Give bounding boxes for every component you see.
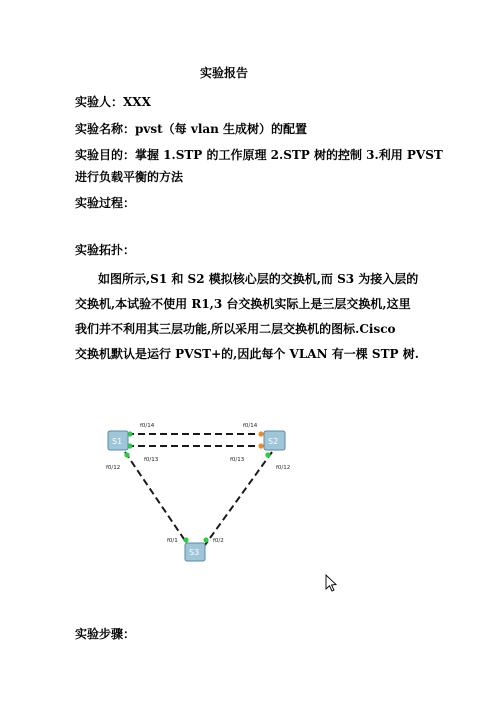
experimenter-line: 实验人：XXX xyxy=(75,95,151,109)
port-label-s2-f012: f0/12 xyxy=(276,465,291,471)
experiment-name-line: 实验名称：pvst（每 vlan 生成树）的配置 xyxy=(75,122,308,136)
mouse-cursor-icon xyxy=(326,575,336,591)
port-label-s2-f014: f0/14 xyxy=(243,423,258,429)
experiment-process-heading: 实验过程： xyxy=(75,196,136,210)
experiment-steps-heading: 实验步骤： xyxy=(75,627,136,641)
experiment-goal-line-2: 进行负载平衡的方法 xyxy=(75,170,184,184)
switch-s1-label: S1 xyxy=(112,437,123,446)
port-indicator-s2-mid xyxy=(258,443,263,448)
paragraph-line-4: 交换机默认是运行 PVST+的,因此每个 VLAN 有一棵 STP 树. xyxy=(75,347,419,361)
paragraph-line-1: 如图所示,S1 和 S2 模拟核心层的交换机,而 S3 为接入层的 xyxy=(98,272,419,286)
port-label-s3-f01: f0/1 xyxy=(167,538,178,544)
paragraph-line-3: 我们并不利用其三层功能,所以采用二层交换机的图标.Cisco xyxy=(75,322,396,336)
switch-s2 xyxy=(264,431,285,450)
port-indicator-s1-left xyxy=(124,452,129,457)
switch-s2-label: S2 xyxy=(268,437,279,446)
link-s2-s3 xyxy=(205,452,272,545)
experiment-goal-line-1: 实验目的：掌握 1.STP 的工作原理 2.STP 树的控制 3.利用 PVST xyxy=(75,148,443,162)
paragraph-line-2: 交换机,本试验不使用 R1,3 台交换机实际上是三层交换机,这里 xyxy=(75,297,411,311)
switch-s1 xyxy=(108,431,128,450)
port-indicator-s2-top xyxy=(258,431,263,436)
port-indicator-s3-left xyxy=(183,537,188,542)
port-label-s2-f013: f0/13 xyxy=(230,457,245,463)
port-label-s1-f013: f0/13 xyxy=(144,457,159,463)
port-label-s3-f02: f0/2 xyxy=(213,538,224,544)
switch-s3-label: S3 xyxy=(189,548,200,557)
link-s1-s3 xyxy=(125,452,188,545)
topology-heading: 实验拓扑： xyxy=(75,243,136,257)
port-indicator-s2-right xyxy=(265,452,270,457)
port-indicator-s3-right xyxy=(203,537,208,542)
doc-title: 实验报告 xyxy=(200,66,249,80)
port-label-s1-f012: f0/12 xyxy=(106,465,121,471)
switch-s3 xyxy=(185,543,205,561)
port-label-s1-f014: f0/14 xyxy=(140,423,155,429)
